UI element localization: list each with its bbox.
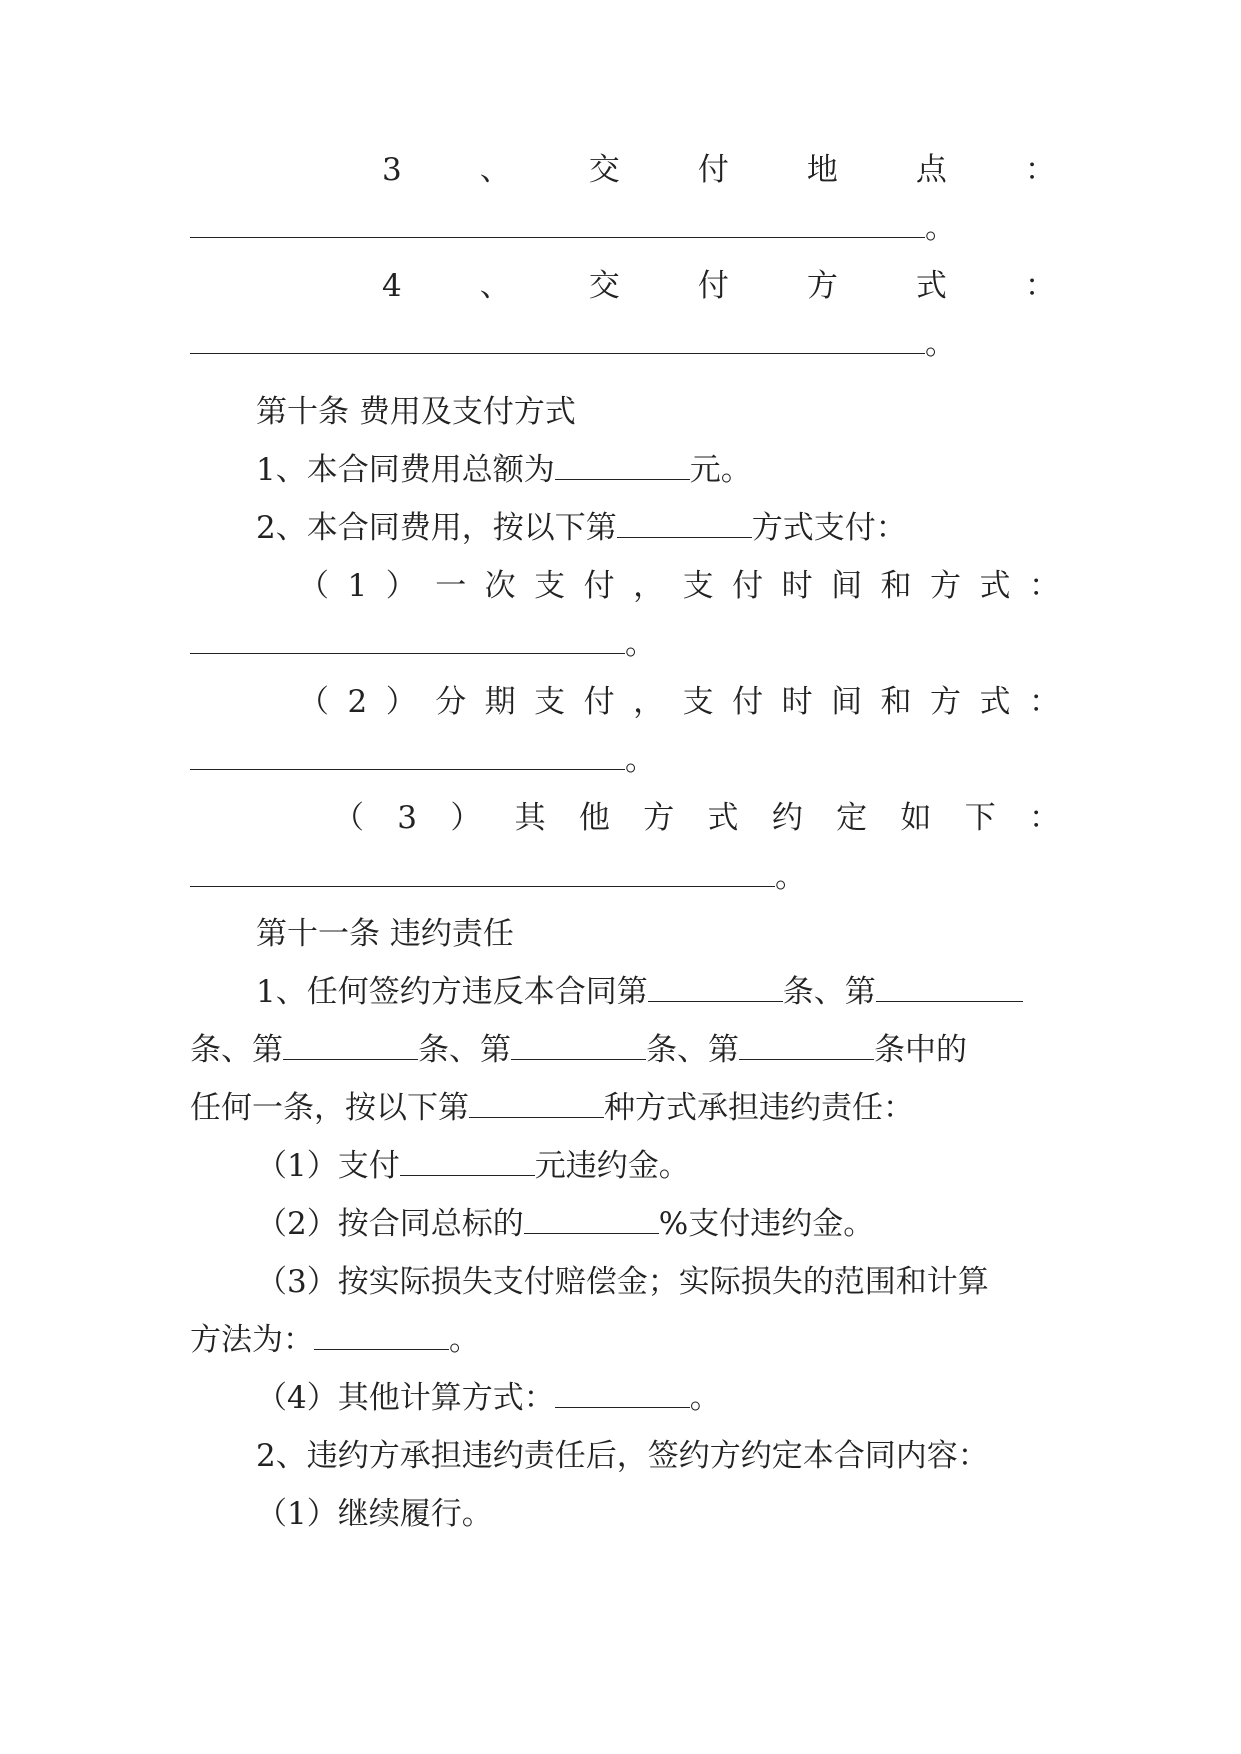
char: 时 xyxy=(781,568,813,604)
char: 式 xyxy=(979,568,1011,604)
char: 付 xyxy=(583,568,615,604)
period: 。 xyxy=(925,210,956,246)
char: ： xyxy=(1024,152,1056,188)
payment-other-heading xyxy=(190,798,1060,838)
char: （ xyxy=(298,684,329,720)
char: 、 xyxy=(479,152,511,188)
char: 间 xyxy=(831,568,863,604)
text: 种方式承担违约责任： xyxy=(604,1090,914,1126)
fee-total-blank[interactable] xyxy=(555,453,690,480)
liability-method-blank[interactable] xyxy=(469,1091,604,1118)
breach-clause-line-1 xyxy=(190,972,1126,1012)
text: 。 xyxy=(449,1322,480,1358)
char: 交 xyxy=(588,268,620,304)
char: 4 xyxy=(382,268,402,304)
char: 付 xyxy=(697,268,729,304)
text: 。 xyxy=(689,1380,721,1416)
period: 。 xyxy=(775,859,806,895)
char: 约 xyxy=(771,800,803,836)
char: 付 xyxy=(732,568,764,604)
char: 式 xyxy=(915,268,947,304)
delivery-method-fill-line xyxy=(190,324,1060,364)
char: ， xyxy=(633,568,665,604)
char: ： xyxy=(1029,684,1060,720)
char: 定 xyxy=(836,800,868,836)
char: 一 xyxy=(435,568,467,604)
char: 和 xyxy=(880,684,912,720)
char: ） xyxy=(385,568,417,604)
period: 。 xyxy=(925,326,956,362)
char: 3 xyxy=(397,800,418,836)
penalty-percent-blank[interactable] xyxy=(524,1207,659,1234)
char: 地 xyxy=(806,152,838,188)
text: %支付违约金。 xyxy=(658,1206,875,1242)
char: 下 xyxy=(964,800,996,836)
char: 支 xyxy=(682,684,714,720)
text: 方式支付： xyxy=(751,510,907,546)
text: 1、任何签约方违反本合同第 xyxy=(256,974,648,1010)
delivery-method-heading xyxy=(190,266,1056,306)
char: 他 xyxy=(578,800,610,836)
breach-clause-line-3 xyxy=(190,1088,1060,1128)
penalty-fixed-line xyxy=(190,1146,1126,1186)
payment-lump-sum-heading xyxy=(190,566,1060,606)
text: 条、第 xyxy=(646,1032,739,1068)
char: （ xyxy=(298,568,329,604)
char: 支 xyxy=(534,568,566,604)
char: 如 xyxy=(900,800,932,836)
text: 条、第 xyxy=(190,1032,283,1068)
delivery-location-fill-line xyxy=(190,208,1060,248)
text: 条中的 xyxy=(874,1032,967,1068)
text: 元。 xyxy=(689,452,752,488)
char: 、 xyxy=(479,268,511,304)
text: 1、本合同费用总额为 xyxy=(256,452,555,488)
text: （4）其他计算方式： xyxy=(256,1380,555,1416)
char: ） xyxy=(450,800,482,836)
char: （ xyxy=(333,800,364,836)
fee-total-line xyxy=(190,450,1126,490)
clause-number-blank[interactable] xyxy=(648,975,783,1002)
other-calc-blank[interactable] xyxy=(555,1381,690,1408)
period: 。 xyxy=(625,742,656,778)
char: ： xyxy=(1029,800,1060,836)
char: 式 xyxy=(707,800,739,836)
payment-option-line xyxy=(190,508,1126,548)
char: 期 xyxy=(484,684,516,720)
char: 付 xyxy=(732,684,764,720)
installment-blank[interactable] xyxy=(190,743,625,770)
char: ： xyxy=(1024,268,1056,304)
installment-fill-line xyxy=(190,740,1060,780)
delivery-location-blank[interactable] xyxy=(190,211,925,238)
char: 其 xyxy=(514,800,546,836)
breach-clause-line-2 xyxy=(190,1030,1060,1070)
char: 交 xyxy=(588,152,620,188)
payment-installment-heading xyxy=(190,682,1060,722)
text: 2、本合同费用，按以下第 xyxy=(256,510,617,546)
char: 方 xyxy=(643,800,675,836)
char: 次 xyxy=(484,568,516,604)
text: （2）按合同总标的 xyxy=(256,1206,524,1242)
continue-performance-line: （1）继续履行。 xyxy=(256,1496,493,1532)
after-breach-line: 2、违约方承担违约责任后，签约方约定本合同内容： xyxy=(256,1438,989,1474)
char: 间 xyxy=(831,684,863,720)
text: 方法为： xyxy=(190,1322,314,1358)
delivery-method-blank[interactable] xyxy=(190,327,925,354)
payment-option-blank[interactable] xyxy=(617,511,752,538)
char: 方 xyxy=(930,568,962,604)
text: 任何一条，按以下第 xyxy=(190,1090,469,1126)
char: ） xyxy=(385,684,417,720)
clause-number-blank[interactable] xyxy=(283,1033,418,1060)
lump-sum-fill-line xyxy=(190,624,1060,664)
clause-number-blank[interactable] xyxy=(876,975,1023,1002)
char: 和 xyxy=(880,568,912,604)
char: 付 xyxy=(697,152,729,188)
penalty-percent-line xyxy=(190,1204,1126,1244)
article-10-heading: 第十条 费用及支付方式 xyxy=(256,394,576,430)
char: ， xyxy=(633,684,665,720)
other-method-blank[interactable] xyxy=(190,860,775,887)
article-11-heading: 第十一条 违约责任 xyxy=(256,916,514,952)
clause-number-blank[interactable] xyxy=(739,1033,874,1060)
text: （1）支付 xyxy=(256,1148,400,1184)
other-calc-line xyxy=(190,1378,1126,1418)
penalty-amount-blank[interactable] xyxy=(400,1149,535,1176)
char: 支 xyxy=(534,684,566,720)
char: 1 xyxy=(347,568,368,604)
char: 3 xyxy=(382,152,402,188)
char: 方 xyxy=(806,268,838,304)
clause-number-blank[interactable] xyxy=(511,1033,646,1060)
text: 条、第 xyxy=(782,974,876,1010)
char: 支 xyxy=(682,568,714,604)
char: 分 xyxy=(435,684,467,720)
actual-loss-line: （3）按实际损失支付赔偿金；实际损失的范围和计算 xyxy=(256,1264,989,1300)
char: ： xyxy=(1029,568,1060,604)
calc-method-blank[interactable] xyxy=(314,1323,449,1350)
delivery-location-heading xyxy=(190,150,1056,190)
char: 2 xyxy=(347,684,368,720)
other-method-fill-line xyxy=(190,857,1060,897)
char: 点 xyxy=(915,152,947,188)
period: 。 xyxy=(625,626,656,662)
text: 元违约金。 xyxy=(534,1148,690,1184)
char: 时 xyxy=(781,684,813,720)
char: 方 xyxy=(930,684,962,720)
char: 付 xyxy=(583,684,615,720)
char: 式 xyxy=(979,684,1011,720)
text: 条、第 xyxy=(418,1032,511,1068)
calc-method-line xyxy=(190,1320,1060,1360)
lump-sum-blank[interactable] xyxy=(190,627,625,654)
